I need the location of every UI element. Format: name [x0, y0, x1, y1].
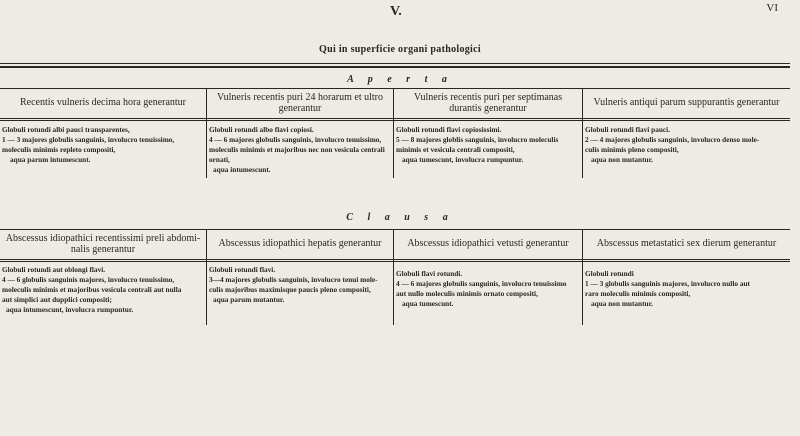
column-header: Vulneris recentis puri 24 horarum et ultro generantur — [216, 91, 384, 114]
body-line: Globuli rotundi albo flavi copiosi. — [209, 125, 314, 134]
section-title-aperta: A p e r t a — [347, 74, 453, 85]
body-line: aqua parum mutantur. — [213, 295, 285, 305]
body-line: aqua parum intumescunt. — [10, 155, 91, 165]
title-rule-thin — [0, 63, 790, 64]
body-line: aqua intumescunt. — [213, 165, 271, 175]
header-divider — [0, 118, 790, 119]
column-body — [583, 269, 790, 309]
body-line: Globuli rotundi albi pauci transparentes, — [2, 125, 130, 134]
page-number: VI — [766, 2, 778, 14]
column-header: Abscessus idiopathici recentissimi preli abdomi-nalis generantur — [5, 232, 201, 255]
body-line: 4 — 6 majores globulis sanguinis, involucro tenuissimo — [396, 279, 567, 289]
body-line: moleculis minimis et majoribus vesicula centrali aut nulla — [2, 285, 182, 295]
table-clausa — [0, 229, 792, 359]
body-line: aut simplici aut dupplici compositi; — [2, 295, 112, 305]
column-body — [394, 125, 582, 165]
section-title-clausa: C l a u s a — [346, 212, 454, 223]
column-header: Abscessus idiopathici hepatis generantur — [218, 238, 382, 250]
body-line: 5 — 8 majores globlis sanguinis, involucro moleculis — [396, 135, 559, 145]
body-line: culis minimis pleno compositi, — [585, 145, 679, 155]
page-marker: V. — [390, 4, 402, 19]
body-line: 1 — 3 globulis sanguinis majores, involucro nullo aut — [585, 279, 750, 289]
header-divider-second — [0, 120, 790, 121]
column-body — [207, 125, 393, 175]
body-line: 3—4 majores globulis sanguinis, involucro tenui mole- — [209, 275, 378, 285]
body-line: culis majoribus maximisque paucis pleno compositi, — [209, 285, 371, 295]
column-body — [583, 125, 790, 165]
body-line: aqua non mutantur. — [591, 299, 653, 309]
body-line: aqua tumescunt, involucra rumpuntur. — [402, 155, 524, 165]
column-header: Abscessus metastatici sex dierum generantur — [596, 238, 777, 250]
column-body — [0, 265, 206, 315]
body-line: moleculis minimis repleto compositi, — [2, 145, 116, 155]
column-header: Vulneris recentis puri per septimanas durantis generantur — [413, 91, 563, 114]
table-aperta — [0, 88, 792, 200]
column-header: Abscessus idiopathici vetusti generantur — [407, 238, 569, 250]
document-title: Qui in superficie organi pathologici — [319, 44, 481, 55]
header-divider — [0, 259, 790, 260]
body-line: raro moleculis minimis compositi, — [585, 289, 691, 299]
body-line: aqua non mutantur. — [591, 155, 653, 165]
column-body — [207, 265, 393, 305]
body-line: aut nullo moleculis minimis ornato compositi, — [396, 289, 538, 299]
column-body — [394, 269, 582, 309]
title-rule-thick — [0, 66, 790, 68]
body-line: Globuli rotundi flavi copiosissimi. — [396, 125, 502, 134]
body-line: moleculis minimis et majoribus nec non vesicula centrali — [209, 145, 385, 155]
body-line: 4 — 6 majores globulis sanguinis, involucro tenuissimo, — [209, 135, 382, 145]
body-line: ornati, — [209, 155, 230, 165]
body-line: Globuli rotundi — [585, 269, 634, 278]
column-header: Recentis vulneris decima hora generantur — [19, 97, 187, 109]
column-body — [0, 125, 206, 165]
body-line: aqua intumescunt, involucra rumpuntur. — [6, 305, 134, 315]
header-divider-second — [0, 261, 790, 262]
column-header: Vulneris antiqui parum suppurantis generantur — [593, 97, 780, 109]
body-line: minimis et vesicula centrali compositi, — [396, 145, 515, 155]
body-line: aqua tumescunt. — [402, 299, 454, 309]
body-line: Globuli flavi rotundi. — [396, 269, 463, 278]
body-line: 2 — 4 majores globulis sanguinis, involucro denso mole- — [585, 135, 760, 145]
body-line: 1 — 3 majores globulis sanguinis, involucro tenuissimo, — [2, 135, 175, 145]
body-line: Globuli rotundi flavi. — [209, 265, 276, 274]
body-line: Globuli rotundi aut oblongi flavi. — [2, 265, 106, 274]
body-line: Globuli rotundi flavi pauci. — [585, 125, 671, 134]
body-line: 4 — 6 globulis sanguinis majores, involucro tenuissimo, — [2, 275, 175, 285]
